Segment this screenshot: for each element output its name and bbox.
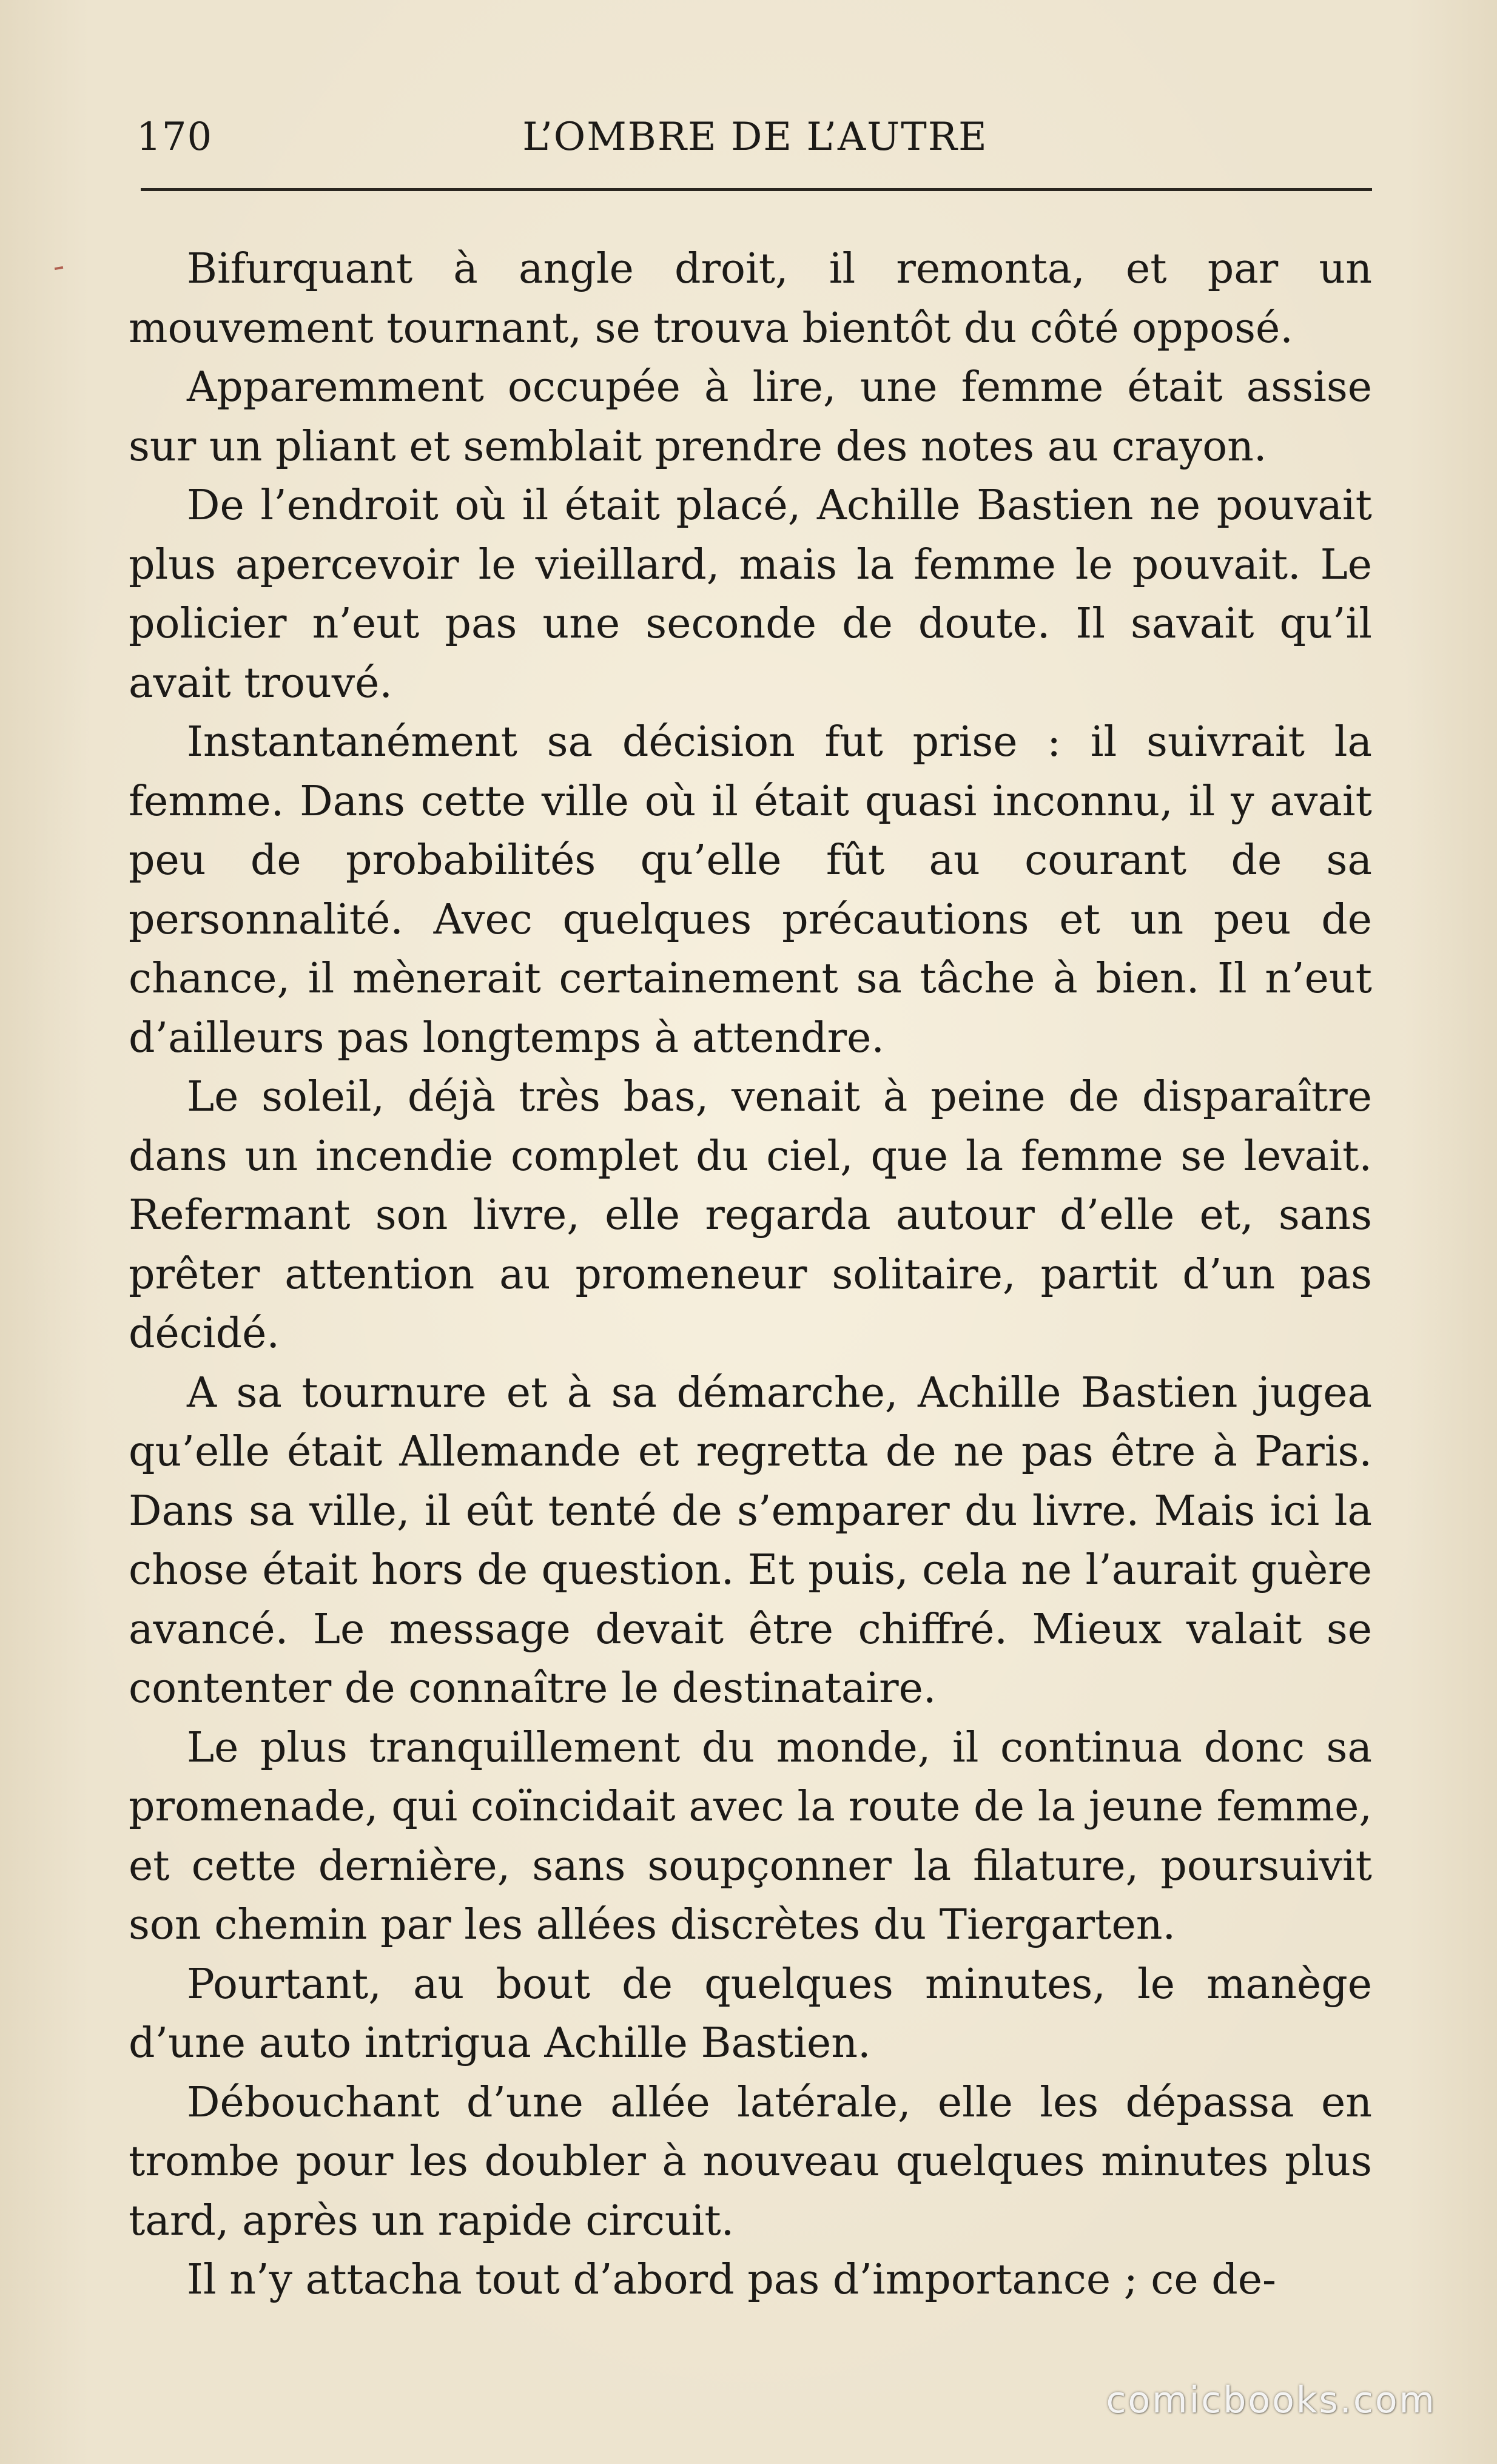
running-title: L’OMBRE DE L’AUTRE (522, 115, 988, 160)
paragraph: Bifurquant à angle droit, il remonta, et par un mouvement tournant, se trouva bientôt du côté opposé. (129, 245, 1372, 352)
watermark: comicbooks.com (1106, 2379, 1436, 2422)
header-rule (141, 188, 1372, 191)
paragraph: Pourtant, au bout de quelques minutes, le manège d’une auto intrigua Achille Bastien. (129, 1960, 1372, 2067)
paragraph: Le soleil, déjà très bas, venait à peine de disparaître dans un incendie complet du ciel, que la femme se levait. Refermant son livre, elle regarda autour d’elle et, sans prêter attention au promeneur solitaire, partit d’un pas décidé. (129, 1073, 1372, 1358)
body-text (129, 240, 1372, 2310)
page-number: 170 (136, 115, 213, 160)
page-header (136, 108, 1374, 175)
paragraph: Débouchant d’une allée latérale, elle les dépassa en trombe pour les doubler à nouveau quelques minutes plus tard, après un rapide circuit. (129, 2078, 1372, 2245)
paragraph: Il n’y attacha tout d’abord pas d’importance ; ce de- (187, 2256, 1276, 2304)
paragraph: Apparemment occupée à lire, une femme était assise sur un pliant et semblait prendre des notes au crayon. (129, 363, 1372, 471)
paragraph: Le plus tranquillement du monde, il continua donc sa promenade, qui coïncidait avec la route de la jeune femme, et cette dernière, sans soupçonner la filature, poursuivit son chemin par les allées discrètes du Tiergarten. (129, 1723, 1372, 1949)
paragraph: A sa tournure et à sa démarche, Achille Bastien jugea qu’elle était Allemande et regretta de ne pas être à Paris. Dans sa ville, il eût tenté de s’emparer du livre. Mais ici la chose était hors de question. Et puis, cela ne l’aurait guère avancé. Le message devait être chiffré. Mieux valait se contenter de connaître le destinataire. (129, 1368, 1372, 1712)
paragraph: De l’endroit où il était placé, Achille Bastien ne pouvait plus apercevoir le vieillard, mais la femme le pouvait. Le policier n’eut pas une seconde de doute. Il savait qu’il avait trouvé. (129, 482, 1372, 707)
paragraph: Instantanément sa décision fut prise : il suivrait la femme. Dans cette ville où il était quasi inconnu, il y avait peu de probabilités qu’elle fût au courant de sa personnalité. Avec quelques précautions et un peu de chance, il mènerait certainement sa tâche à bien. Il n’eut d’ailleurs pas longtemps à attendre. (129, 718, 1372, 1062)
margin-mark (55, 266, 63, 270)
